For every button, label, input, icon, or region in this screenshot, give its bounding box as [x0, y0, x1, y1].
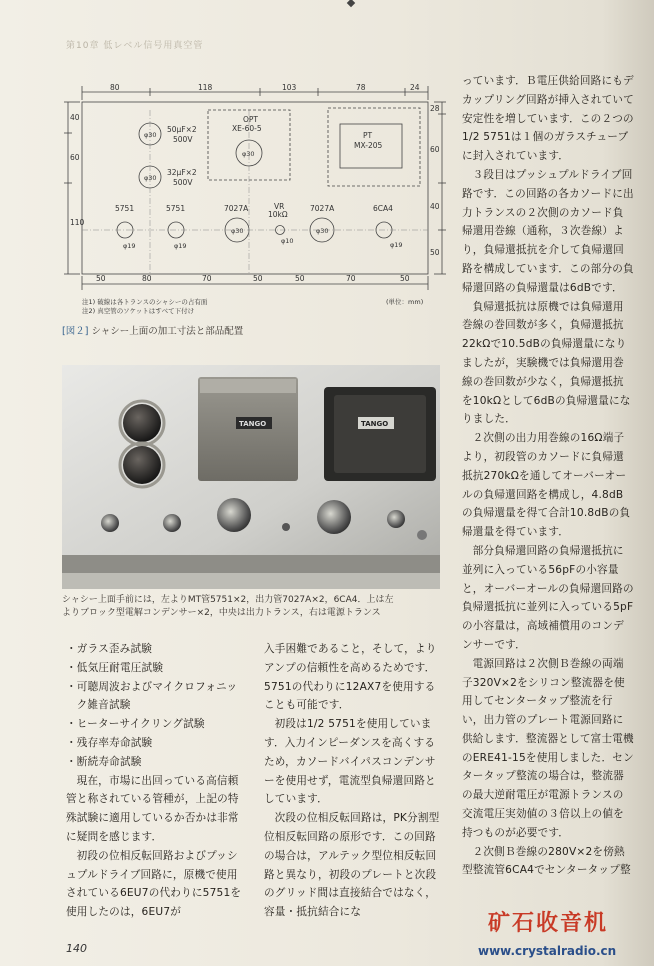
watermark-url: www.crystalradio.cn — [478, 944, 617, 958]
hole-phi-6: φ30 — [231, 227, 244, 235]
tube-label-5751-b: 5751 — [166, 204, 186, 213]
chassis-photo — [62, 365, 440, 589]
dim-left-3: 110 — [70, 218, 85, 227]
chassis-diagram — [60, 80, 452, 314]
list-item: ・低気圧耐電圧試験 — [66, 661, 164, 674]
paragraph: 負帰還抵抗は原機では負帰還用巻線の巻回数が多く，負帰還抵抗22kΩで10.5dBの負帰還量になりましたが，実験機では負帰還用巻線の巻回数が少なく，負帰還抵抗を10kΩとして6dBの負帰還量になりました． — [462, 300, 631, 426]
diagram-note-2: 注2) 真空管のソケットはすべて下付け — [82, 307, 195, 314]
list-item: ・ヒーターサイクリング試験 — [66, 718, 205, 731]
left-column — [66, 640, 246, 922]
vr-value: 10kΩ — [268, 210, 288, 219]
diagram-unit: (単位：mm) — [386, 298, 424, 306]
watermark-title: 矿石收音机 — [488, 911, 609, 936]
paragraph: 初段の位相反転回路およびプッシュプルドライブ回路に，原機で使用されている6EU7の代わりに5751を使用したのは，6EU7が — [66, 849, 242, 919]
figure-caption — [62, 323, 243, 337]
middle-column — [264, 640, 442, 922]
opt-brand-label: TANGO — [239, 420, 267, 428]
dim-top-3: 103 — [282, 83, 297, 92]
paragraph: っています．Ｂ電圧供給回路にもデカップリング回路が挿入されていて安定性を増しています．この２つの1/2 5751は１個のガラスチューブに封入されています． — [462, 75, 634, 163]
photo-caption — [62, 594, 446, 620]
dim-bottom-1: 50 — [96, 274, 106, 283]
dim-right-4: 50 — [430, 248, 440, 257]
dim-top-1: 80 — [110, 83, 120, 92]
diagram-note-1: 注1) 破線は各トランスのシャシーの占有面 — [82, 298, 208, 306]
right-column — [462, 72, 634, 880]
list-item: ・ガラス歪み試験 — [66, 643, 153, 655]
opt-label: OPT — [243, 115, 259, 124]
paragraph: ２次側の出力用巻線の16Ω端子より，初段管のカソードに負帰還抵抗270kΩを通してオーバーオールの負帰還回路を構成し，4.8dBの負帰還量を得て合計10.8dBの負帰還量を得ています． — [462, 432, 631, 539]
paragraph: 現在，市場に出回っている高信頼管と称されている管種が，上記の特殊試験に適用しているか否かは非常に疑問を感じます． — [66, 774, 239, 843]
cap2-voltage: 500V — [173, 178, 193, 187]
hole-phi-1: φ30 — [144, 131, 157, 139]
figure-caption-text: シャシー上面の加工寸法と部品配置 — [91, 326, 244, 337]
test-list — [66, 640, 246, 772]
hole-phi-2: φ30 — [144, 174, 157, 182]
dim-bottom-3: 70 — [202, 274, 212, 283]
cap1-value: 50μF×2 — [167, 125, 197, 134]
dim-left-2: 60 — [70, 153, 80, 162]
photo-caption-line-1: シャシー上面手前には，左よりMT管5751×2，出力管7027A×2，6CA4．上は左 — [62, 595, 394, 605]
paragraph: 初段は1/2 5751を使用しています．入力インピーダンスを高くするため，カソードバイパスコンデンサーを使用せず，電流型負帰還回路としています． — [264, 718, 436, 806]
tube-label-6ca4: 6CA4 — [373, 204, 393, 213]
hole-phi-9: φ19 — [390, 241, 403, 249]
pt-model: MX-205 — [354, 141, 383, 150]
paragraph: 次段の位相反転回路は，PK分割型位相反転回路の原形です．この回路の場合は，アルテック型位相反転回路と異なり，初段のプレートと次段のグリッド間は直接結合ではなく，容量・抵抗結合にな — [264, 812, 440, 919]
dim-bottom-6: 70 — [346, 274, 356, 283]
dim-bottom-4: 50 — [253, 274, 263, 283]
list-item: ・断続寿命試験 — [66, 755, 142, 768]
dim-bottom-7: 50 — [400, 274, 410, 283]
dim-top-4: 78 — [356, 83, 366, 92]
hole-phi-4: φ19 — [123, 242, 136, 250]
dim-bottom-2: 80 — [142, 274, 152, 283]
dim-top-2: 118 — [198, 83, 213, 92]
tube-label-7027a-b: 7027A — [310, 204, 335, 213]
pt-label: PT — [363, 131, 373, 140]
dim-top-5: 24 — [410, 83, 420, 92]
hole-phi-7: φ10 — [281, 237, 294, 245]
paragraph: 入手困難であること，そして，よりアンプの信頼性を高めるためです．5751の代わりに12AX7を使用することも可能です． — [264, 643, 437, 712]
hole-phi-8: φ30 — [316, 227, 329, 235]
cap1-voltage: 500V — [173, 135, 193, 144]
paragraph: 電源回路は２次側Ｂ巻線の両端子320V×2をシリコン整流器を使用してセンタータップ整流を行い，出力管のプレート電源回路に供給します．整流器として富士電機のERE41-15を使用しました．センタータップ整流の場合は，整流器の最大逆耐電圧が電源トランスの交流電圧実効値の３倍以上の値を持つものが必要です． — [462, 657, 634, 839]
tube-label-5751-a: 5751 — [115, 204, 135, 213]
paragraph: 部分負帰還回路の負帰還抵抗に並列に入っている56pFの小容量と，オーバーオールの負帰還回路の負帰還抵抗に並列に入っている5pFの小容量は，高域補償用のコンデンサーです． — [462, 544, 634, 651]
dim-right-3: 40 — [430, 202, 440, 211]
dim-right-1: 28 — [430, 104, 440, 113]
paragraph: ２次側Ｂ巻線の280V×2を傍熱型整流管6CA4でセンタータップ整 — [462, 845, 631, 877]
dim-bottom-5: 50 — [295, 274, 305, 283]
paragraph: ３段目はプッシュプルドライブ回路です．この回路の各カソードに出力トランスの２次側のカソード負帰還用巻線（通称，３次巻線）より，負帰還抵抗を介して負帰還回路を構成しています．この部分の負帰還回路の負帰還量は6dBです． — [462, 168, 634, 294]
hole-phi-5: φ19 — [174, 242, 187, 250]
list-item: ・可聴周波およびマイクロフォニック雑音試験 — [66, 680, 238, 712]
page-number: 140 — [66, 942, 87, 955]
running-header: 第10章 低レベル信号用真空管 — [66, 41, 204, 51]
vr-label: VR — [274, 202, 285, 211]
opt-model: XE-60-5 — [232, 124, 262, 133]
cap2-value: 32μF×2 — [167, 168, 197, 177]
figure-tag: [図２] — [62, 326, 89, 337]
dim-left-1: 40 — [70, 113, 80, 122]
dim-right-2: 60 — [430, 145, 440, 154]
tube-label-7027a-a: 7027A — [224, 204, 249, 213]
hole-phi-3: φ30 — [242, 150, 255, 158]
list-item: ・残存率寿命試験 — [66, 736, 153, 749]
photo-caption-line-2: よりブロック型電解コンデンサー×2，中央は出力トランス，右は電源トランス — [62, 608, 381, 618]
pt-brand-label: TANGO — [361, 420, 389, 428]
